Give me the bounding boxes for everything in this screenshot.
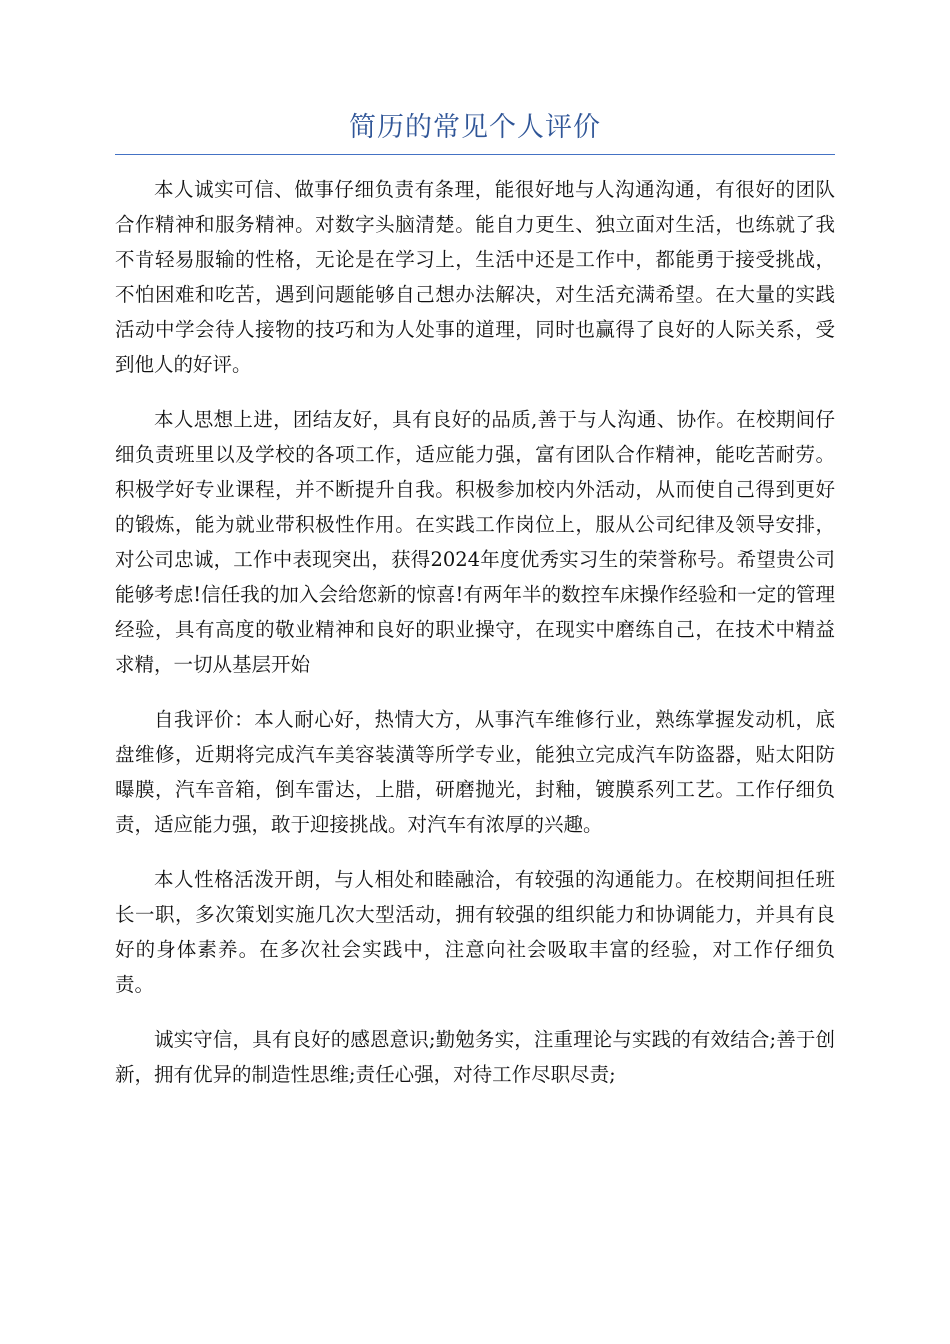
- document-body: [115, 172, 835, 1112]
- title-underline: [115, 154, 835, 155]
- paragraph-4: 本人性格活泼开朗，与人相处和睦融洽，有较强的沟通能力。在校期间担任班长一职，多次策划实施几次大型活动，拥有较强的组织能力和协调能力，并具有良好的身体素养。在多次社会实践中，注意向社会吸取丰富的经验，对工作仔细负责。: [115, 868, 835, 996]
- page-title: 简历的常见个人评价: [349, 112, 601, 143]
- paragraph-3: 自我评价：本人耐心好，热情大方，从事汽车维修行业，熟练掌握发动机，底盘维修，近期将完成汽车美容装潢等所学专业，能独立完成汽车防盗器，贴太阳防曝膜，汽车音箱，倒车雷达，上腊，研磨抛光，封釉，镀膜系列工艺。工作仔细负责，适应能力强，敢于迎接挑战。对汽车有浓厚的兴趣。: [115, 708, 835, 836]
- paragraph-5: 诚实守信，具有良好的感恩意识;勤勉务实，注重理论与实践的有效结合;善于创新，拥有优异的制造性思维;责任心强，对待工作尽职尽责;: [115, 1028, 835, 1086]
- paragraph-1: 本人诚实可信、做事仔细负责有条理，能很好地与人沟通沟通，有很好的团队合作精神和服务精神。对数字头脑清楚。能自力更生、独立面对生活，也练就了我不肯轻易服输的性格，无论是在学习上，生活中还是工作中，都能勇于接受挑战，不怕困难和吃苦，遇到问题能够自己想办法解决，对生活充满希望。在大量的实践活动中学会待人接物的技巧和为人处事的道理，同时也赢得了良好的人际关系，受到他人的好评。: [115, 178, 835, 376]
- paragraph-2: 本人思想上进，团结友好，具有良好的品质,善于与人沟通、协作。在校期间仔细负责班里以及学校的各项工作，适应能力强，富有团队合作精神，能吃苦耐劳。积极学好专业课程，并不断提升自我。积极参加校内外活动，从而使自己得到更好的锻炼，能为就业带积极性作用。在实践工作岗位上，服从公司纪律及领导安排，对公司忠诚，工作中表现突出，获得2024年度优秀实习生的荣誉称号。希望贵公司能够考虑!信任我的加入会给您新的惊喜!有两年半的数控车床操作经验和一定的管理经验，具有高度的敬业精神和良好的职业操守，在现实中磨练自己，在技术中精益求精，一切从基层开始: [115, 408, 835, 676]
